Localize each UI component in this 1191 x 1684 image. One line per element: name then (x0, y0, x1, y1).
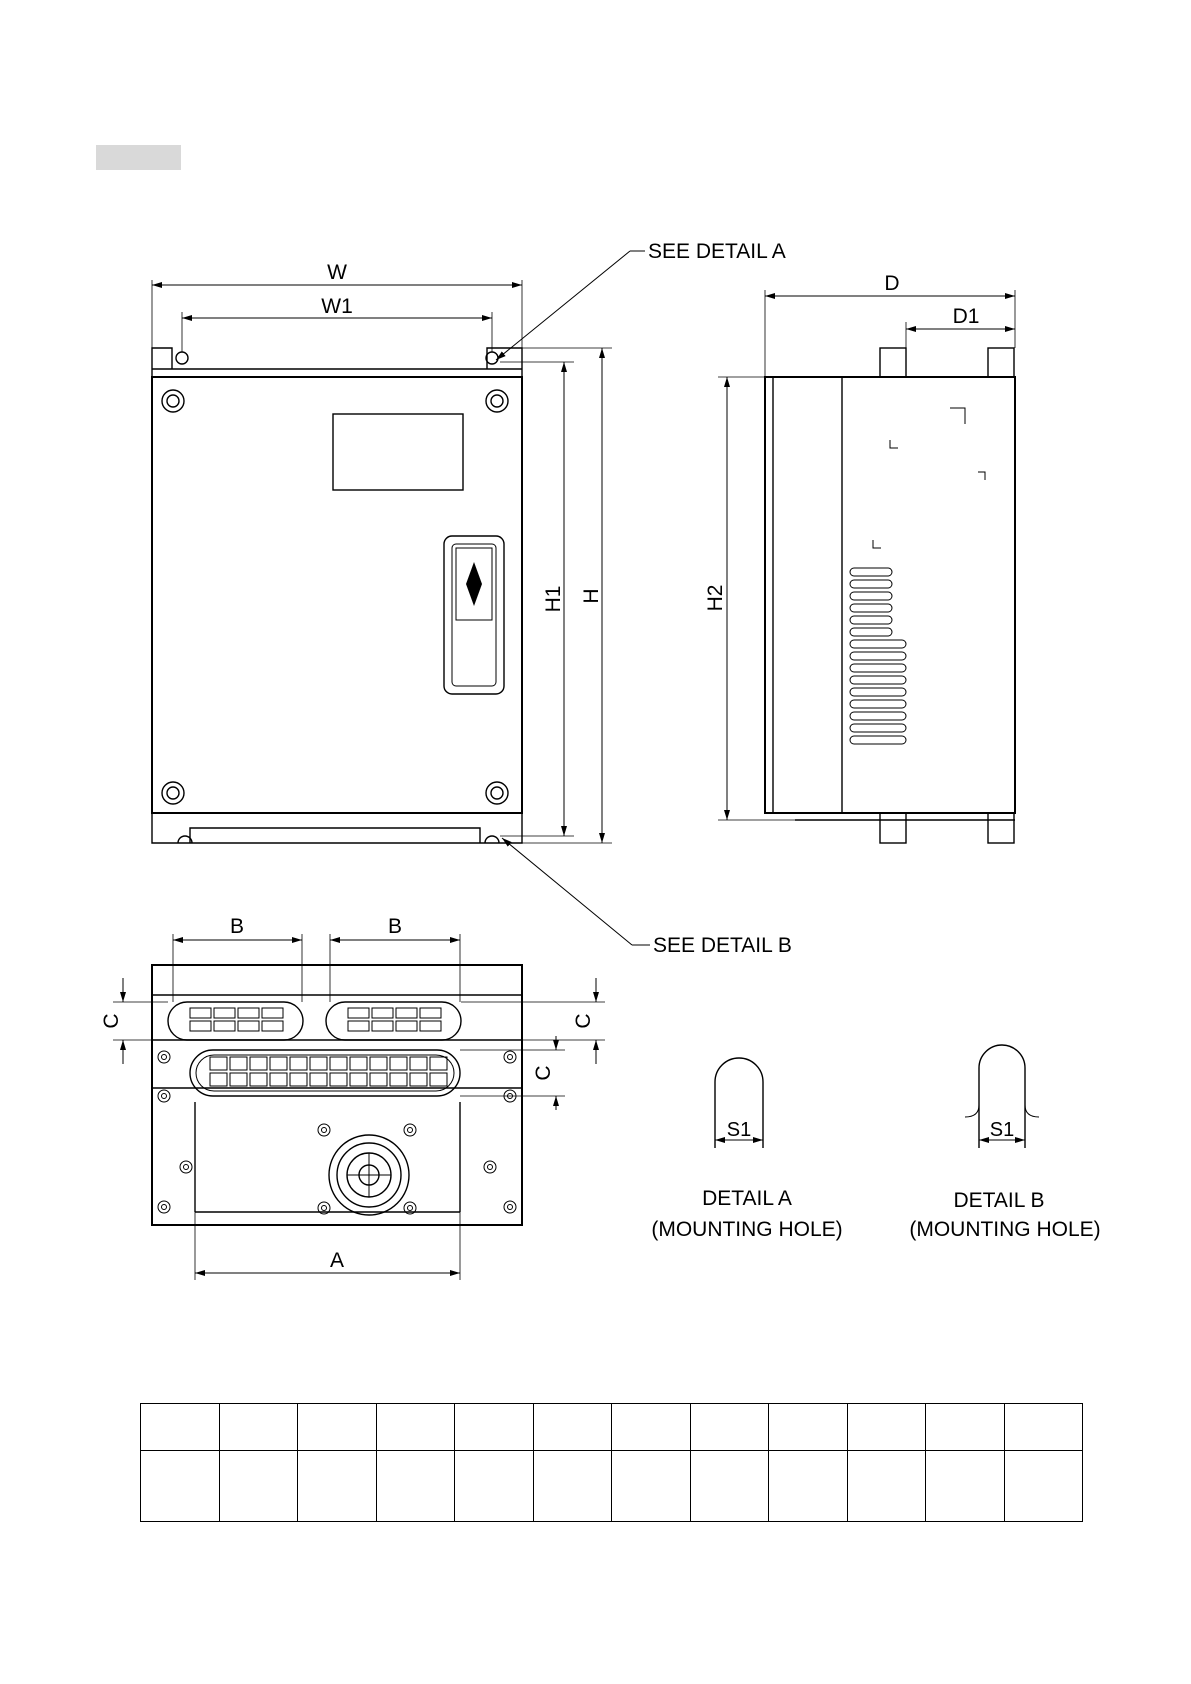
vent-slot (850, 628, 892, 636)
screw-icon (318, 1124, 330, 1136)
vent-slot (850, 592, 892, 600)
table-cell (298, 1451, 377, 1522)
front-view (152, 348, 522, 843)
dim-s1-b-label: S1 (989, 1119, 1015, 1141)
detail-a-subtitle: (MOUNTING HOLE) (651, 1218, 843, 1241)
dim-h-label: H (580, 588, 603, 604)
vent-slot (850, 604, 892, 612)
vent-slot (850, 664, 906, 672)
screw-icon (484, 1161, 496, 1173)
grille-cell (214, 1008, 235, 1018)
table-cell (455, 1451, 534, 1522)
grille-cell (348, 1021, 369, 1031)
screw-icon (504, 1051, 516, 1063)
grille-cell (396, 1021, 417, 1031)
table-cell (769, 1404, 848, 1451)
grille-cell (230, 1073, 247, 1086)
grille-cell (310, 1073, 327, 1086)
detail-b-subtitle: (MOUNTING HOLE) (909, 1218, 1101, 1241)
table-cell (926, 1451, 1005, 1522)
table-cell (847, 1404, 926, 1451)
grille-cell (330, 1057, 347, 1070)
screw-icon (158, 1201, 170, 1213)
fan-icon (329, 1135, 409, 1215)
table-cell (219, 1451, 298, 1522)
grille-cell (410, 1073, 427, 1086)
grille-cell (250, 1057, 267, 1070)
screw-icon (180, 1161, 192, 1173)
screw-icon (158, 1090, 170, 1102)
grille-cell (372, 1021, 393, 1031)
table-cell (455, 1404, 534, 1451)
diamond-icon (466, 562, 482, 606)
grille-cell (238, 1021, 259, 1031)
grille-cell (396, 1008, 417, 1018)
dim-d1-label: D1 (952, 305, 980, 328)
grille-cell (214, 1021, 235, 1031)
side-view (765, 348, 1015, 843)
grille-cell (262, 1008, 283, 1018)
table-cell (690, 1404, 769, 1451)
table-cell (533, 1451, 612, 1522)
front-dimensions (152, 261, 612, 843)
bottom-view (152, 965, 522, 1225)
grille-cell (410, 1057, 427, 1070)
grille-cell (210, 1057, 227, 1070)
grille-cell (270, 1073, 287, 1086)
dim-s1-a-label: S1 (726, 1119, 752, 1141)
grille-cell (262, 1021, 283, 1031)
vent-slot (850, 712, 906, 720)
dim-c-right-bottom-label: C (532, 1065, 555, 1081)
grille-cell (310, 1057, 327, 1070)
screw-icon (162, 390, 184, 412)
grille-cell (348, 1008, 369, 1018)
vent-slot (850, 736, 906, 744)
callout-detail-b (502, 838, 792, 957)
vent-slot (850, 568, 892, 576)
table-cell (298, 1404, 377, 1451)
vent-slot (850, 676, 906, 684)
grille-cell (230, 1057, 247, 1070)
grille-cell (350, 1057, 367, 1070)
table-cell (612, 1404, 691, 1451)
dim-h2-label: H2 (704, 584, 727, 612)
table-row (141, 1451, 1083, 1522)
screw-icon (486, 782, 508, 804)
vent-slot (850, 640, 906, 648)
grille-cell (290, 1073, 307, 1086)
grille-cell (210, 1073, 227, 1086)
vent-slot (850, 580, 892, 588)
table-cell (376, 1404, 455, 1451)
dim-b-right-label: B (387, 915, 403, 938)
grille-cell (430, 1073, 447, 1086)
vent-slot (850, 652, 906, 660)
grille-cell (330, 1073, 347, 1086)
detail-a (651, 1058, 842, 1241)
dim-d-label: D (884, 272, 900, 295)
grille-cell (250, 1073, 267, 1086)
table-cell (141, 1404, 220, 1451)
grille-cell (420, 1008, 441, 1018)
grille-cell (350, 1073, 367, 1086)
vent-slot (850, 700, 906, 708)
grille-cell (390, 1057, 407, 1070)
detail-b-title: DETAIL B (953, 1189, 1045, 1212)
table-cell (847, 1451, 926, 1522)
grille-cell (190, 1021, 211, 1031)
keypad-handle (444, 536, 504, 694)
grille-cell (370, 1073, 387, 1086)
grille-cell (390, 1073, 407, 1086)
dimensions-table (140, 1403, 1083, 1522)
slot-grid (190, 1008, 447, 1086)
table-cell (690, 1451, 769, 1522)
vent-slot (850, 688, 906, 696)
grille-cell (290, 1057, 307, 1070)
mounting-hole-top-left (176, 352, 188, 364)
table-cell (376, 1451, 455, 1522)
vent-slot (850, 724, 906, 732)
grille-cell (420, 1021, 441, 1031)
grille-cell (370, 1057, 387, 1070)
table-cell (612, 1451, 691, 1522)
table-cell (1004, 1404, 1083, 1451)
table-cell (533, 1404, 612, 1451)
mounting-hole-top-right (486, 352, 498, 364)
screw-icon (404, 1124, 416, 1136)
table-row (141, 1404, 1083, 1451)
dim-c-left-label: C (100, 1013, 123, 1029)
dim-c-right-top-label: C (572, 1013, 595, 1029)
grille-cell (270, 1057, 287, 1070)
screw-icon (486, 390, 508, 412)
screw-icon (162, 782, 184, 804)
display-window (333, 414, 463, 490)
table-cell (926, 1404, 1005, 1451)
table-cell (1004, 1451, 1083, 1522)
screw-icon (158, 1051, 170, 1063)
grille-cell (372, 1008, 393, 1018)
see-detail-a-label: SEE DETAIL A (648, 240, 786, 263)
dim-h1-label: H1 (542, 585, 565, 613)
grille-cell (430, 1057, 447, 1070)
dim-w1-label: W1 (321, 295, 353, 318)
dim-a-label: A (329, 1249, 345, 1272)
vent-slot (850, 616, 892, 624)
callout-detail-a (496, 240, 786, 360)
see-detail-b-label: SEE DETAIL B (653, 934, 792, 957)
dim-w-label: W (327, 261, 347, 284)
table-cell (769, 1451, 848, 1522)
grille-cell (190, 1008, 211, 1018)
grille-cell (238, 1008, 259, 1018)
detail-a-title: DETAIL A (702, 1187, 792, 1210)
screw-icon (504, 1201, 516, 1213)
side-dimensions (704, 272, 1015, 820)
side-vents (850, 568, 906, 744)
detail-b (909, 1045, 1100, 1241)
dim-b-left-label: B (229, 915, 245, 938)
table-cell (141, 1451, 220, 1522)
table-cell (219, 1404, 298, 1451)
